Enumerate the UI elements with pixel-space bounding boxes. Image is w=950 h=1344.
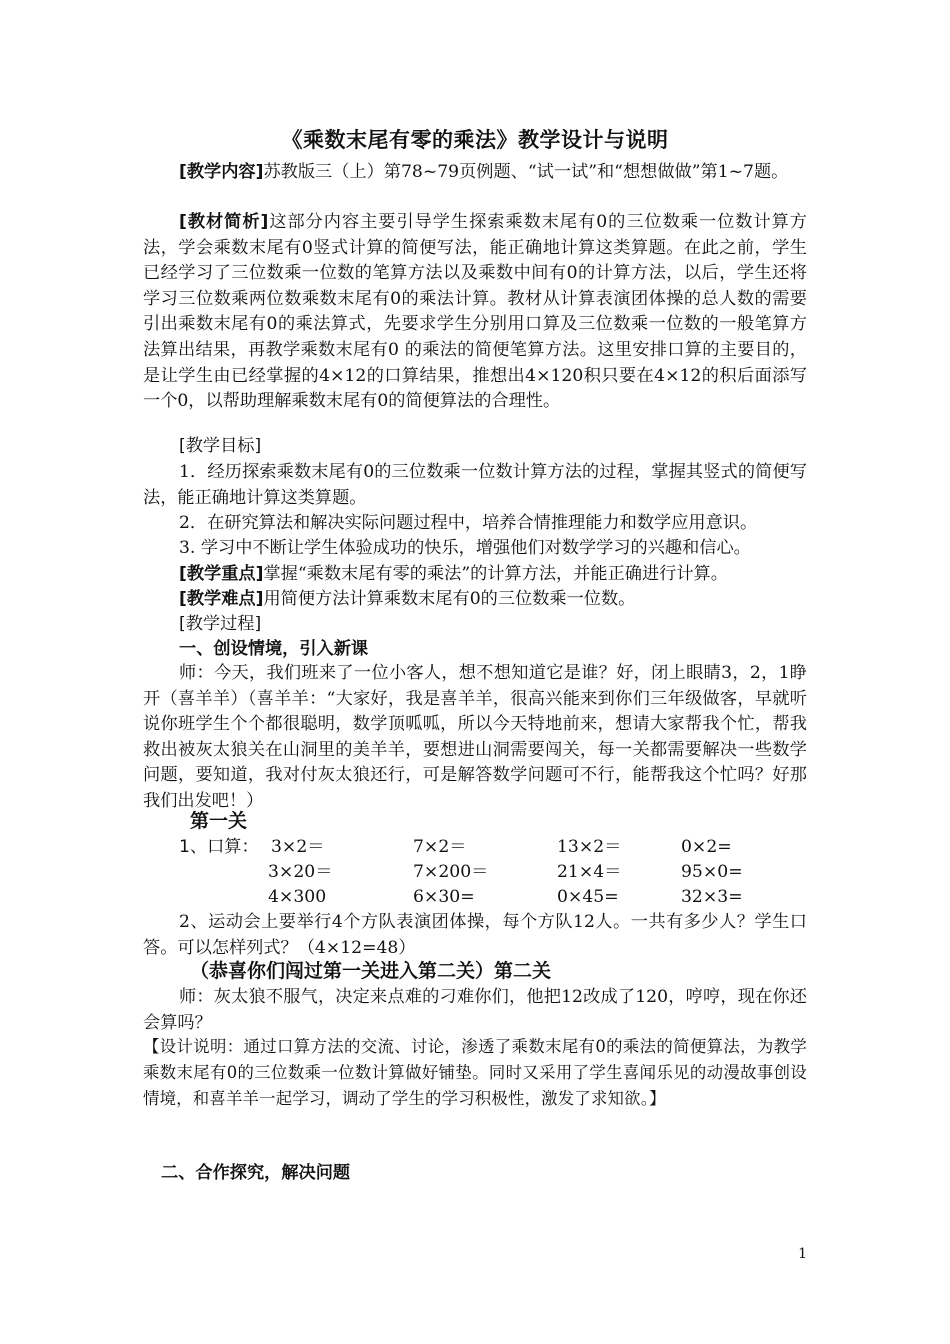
key-point-line bbox=[179, 562, 728, 588]
calc-cell: 0×2= bbox=[681, 837, 732, 857]
section1-heading: 一、创设情境，引入新课 bbox=[179, 639, 369, 659]
difficulty-text: 用简便方法计算乘数末尾有0的三位数乘一位数。 bbox=[263, 589, 636, 609]
design-note: 【设计说明：通过口算方法的交流、讨论，渗透了乘数末尾有0的乘法的简便算法，为教学乘数末尾有0的三位数乘一位数计算做好铺垫。同时又采用了学生喜闻乐见的动漫故事创设情境，和喜羊羊一起学习，调动了学生的学习积极性，激发了求知欲。】 bbox=[143, 1037, 807, 1108]
calc-label: 1、口算： bbox=[179, 837, 259, 857]
material-analysis-paragraph bbox=[143, 210, 807, 415]
level1-title: 第一关 bbox=[190, 810, 248, 832]
teacher-line-2: 师：灰太狼不服气，决定来点难的刁难你们，他把12改成了120，哼哼，现在你还会算吗？ bbox=[143, 987, 807, 1033]
material-analysis-label: [教材简析] bbox=[179, 212, 269, 232]
calc-cell: 7×2＝ bbox=[413, 837, 467, 857]
teaching-content-paragraph bbox=[143, 160, 807, 186]
section2-heading: 二、合作探究，解决问题 bbox=[161, 1163, 351, 1183]
calc-cell: 21×4＝ bbox=[557, 862, 622, 882]
calc-cell: 7×200＝ bbox=[413, 862, 489, 882]
teaching-content-text: 苏教版三（上）第78~79页例题、“试一试”和“想想做做”第1~7题。 bbox=[263, 162, 789, 182]
goal-item-2: 2．在研究算法和解决实际问题过程中，培养合情推理能力和数学应用意识。 bbox=[179, 513, 758, 533]
question-2: 2、运动会上要举行4个方队表演团体操，每个方队12人。一共有多少人？学生口答。可以怎样列式？（4×12=48） bbox=[143, 912, 807, 958]
document-title: 《乘数末尾有零的乘法》教学设计与说明 bbox=[281, 128, 669, 152]
process-label: [教学过程] bbox=[179, 614, 262, 634]
calc-cell: 6×30= bbox=[413, 887, 475, 907]
level2-title: （恭喜你们闯过第一关进入第二关）第二关 bbox=[190, 960, 552, 982]
calc-cell: 13×2＝ bbox=[557, 837, 622, 857]
difficulty-label: [教学难点] bbox=[179, 589, 264, 609]
goal-item-3: 3. 学习中不断让学生体验成功的快乐，增强他们对数学学习的兴趣和信心。 bbox=[179, 538, 751, 558]
teaching-goals-label: [教学目标] bbox=[179, 436, 262, 456]
calc-cell: 32×3= bbox=[681, 887, 743, 907]
difficulty-line bbox=[179, 587, 635, 613]
section1-intro: 师：今天，我们班来了一位小客人，想不想知道它是谁？好，闭上眼睛3，2，1睁开（喜羊羊）（喜羊羊：“大家好，我是喜羊羊，很高兴能来到你们三年级做客，早就听说你班学生个个都很聪明，数学顶呱呱，所以今天特地前来，想请大家帮我个忙，帮我救出被灰太狼关在山洞里的美羊羊，要想进山洞需要闯关，每一关都需要解决一些数学问题，要知道，我对付灰太狼还行，可是解答数学问题可不行，能帮我这个忙吗？好那我们出发吧！） bbox=[143, 663, 807, 811]
calc-cell: 4×300 bbox=[268, 887, 327, 907]
material-analysis-text: 这部分内容主要引导学生探索乘数末尾有0的三位数乘一位数计算方法，学会乘数末尾有0竖式计算的简便写法，能正确地计算这类算题。在此之前，学生已经学习了三位数乘一位数的笔算方法以及乘数中间有0的计算方法，以后，学生还将学习三位数乘两位数乘数末尾有0的乘法计算。教材从计算表演团体操的总人数的需要引出乘数末尾有0的乘法算式，先要求学生分别用口算及三位数乘一位数的一般笔算方法算出结果，再教学乘数末尾有0 的乘法的简便笔算方法。这里安排口算的主要目的，是让学生由已经掌握的4×12的口算结果，推想出4×120积只要在4×12的积后面添写一个0，以帮助理解乘数末尾有0的简便算法的合理性。 bbox=[143, 212, 807, 412]
teaching-content-label: [教学内容] bbox=[179, 162, 264, 182]
calc-cell: 3×2＝ bbox=[271, 837, 325, 857]
key-point-text: 掌握“乘数末尾有零的乘法”的计算方法，并能正确进行计算。 bbox=[263, 564, 728, 584]
goal-item-1: 1．经历探索乘数末尾有0的三位数乘一位数计算方法的过程，掌握其竖式的简便写法，能正确地计算这类算题。 bbox=[143, 462, 807, 508]
calc-cell: 95×0= bbox=[681, 862, 743, 882]
calc-cell: 0×45= bbox=[557, 887, 619, 907]
calc-cell: 3×20＝ bbox=[268, 862, 333, 882]
page-number: 1 bbox=[798, 1246, 807, 1262]
key-point-label: [教学重点] bbox=[179, 564, 264, 584]
